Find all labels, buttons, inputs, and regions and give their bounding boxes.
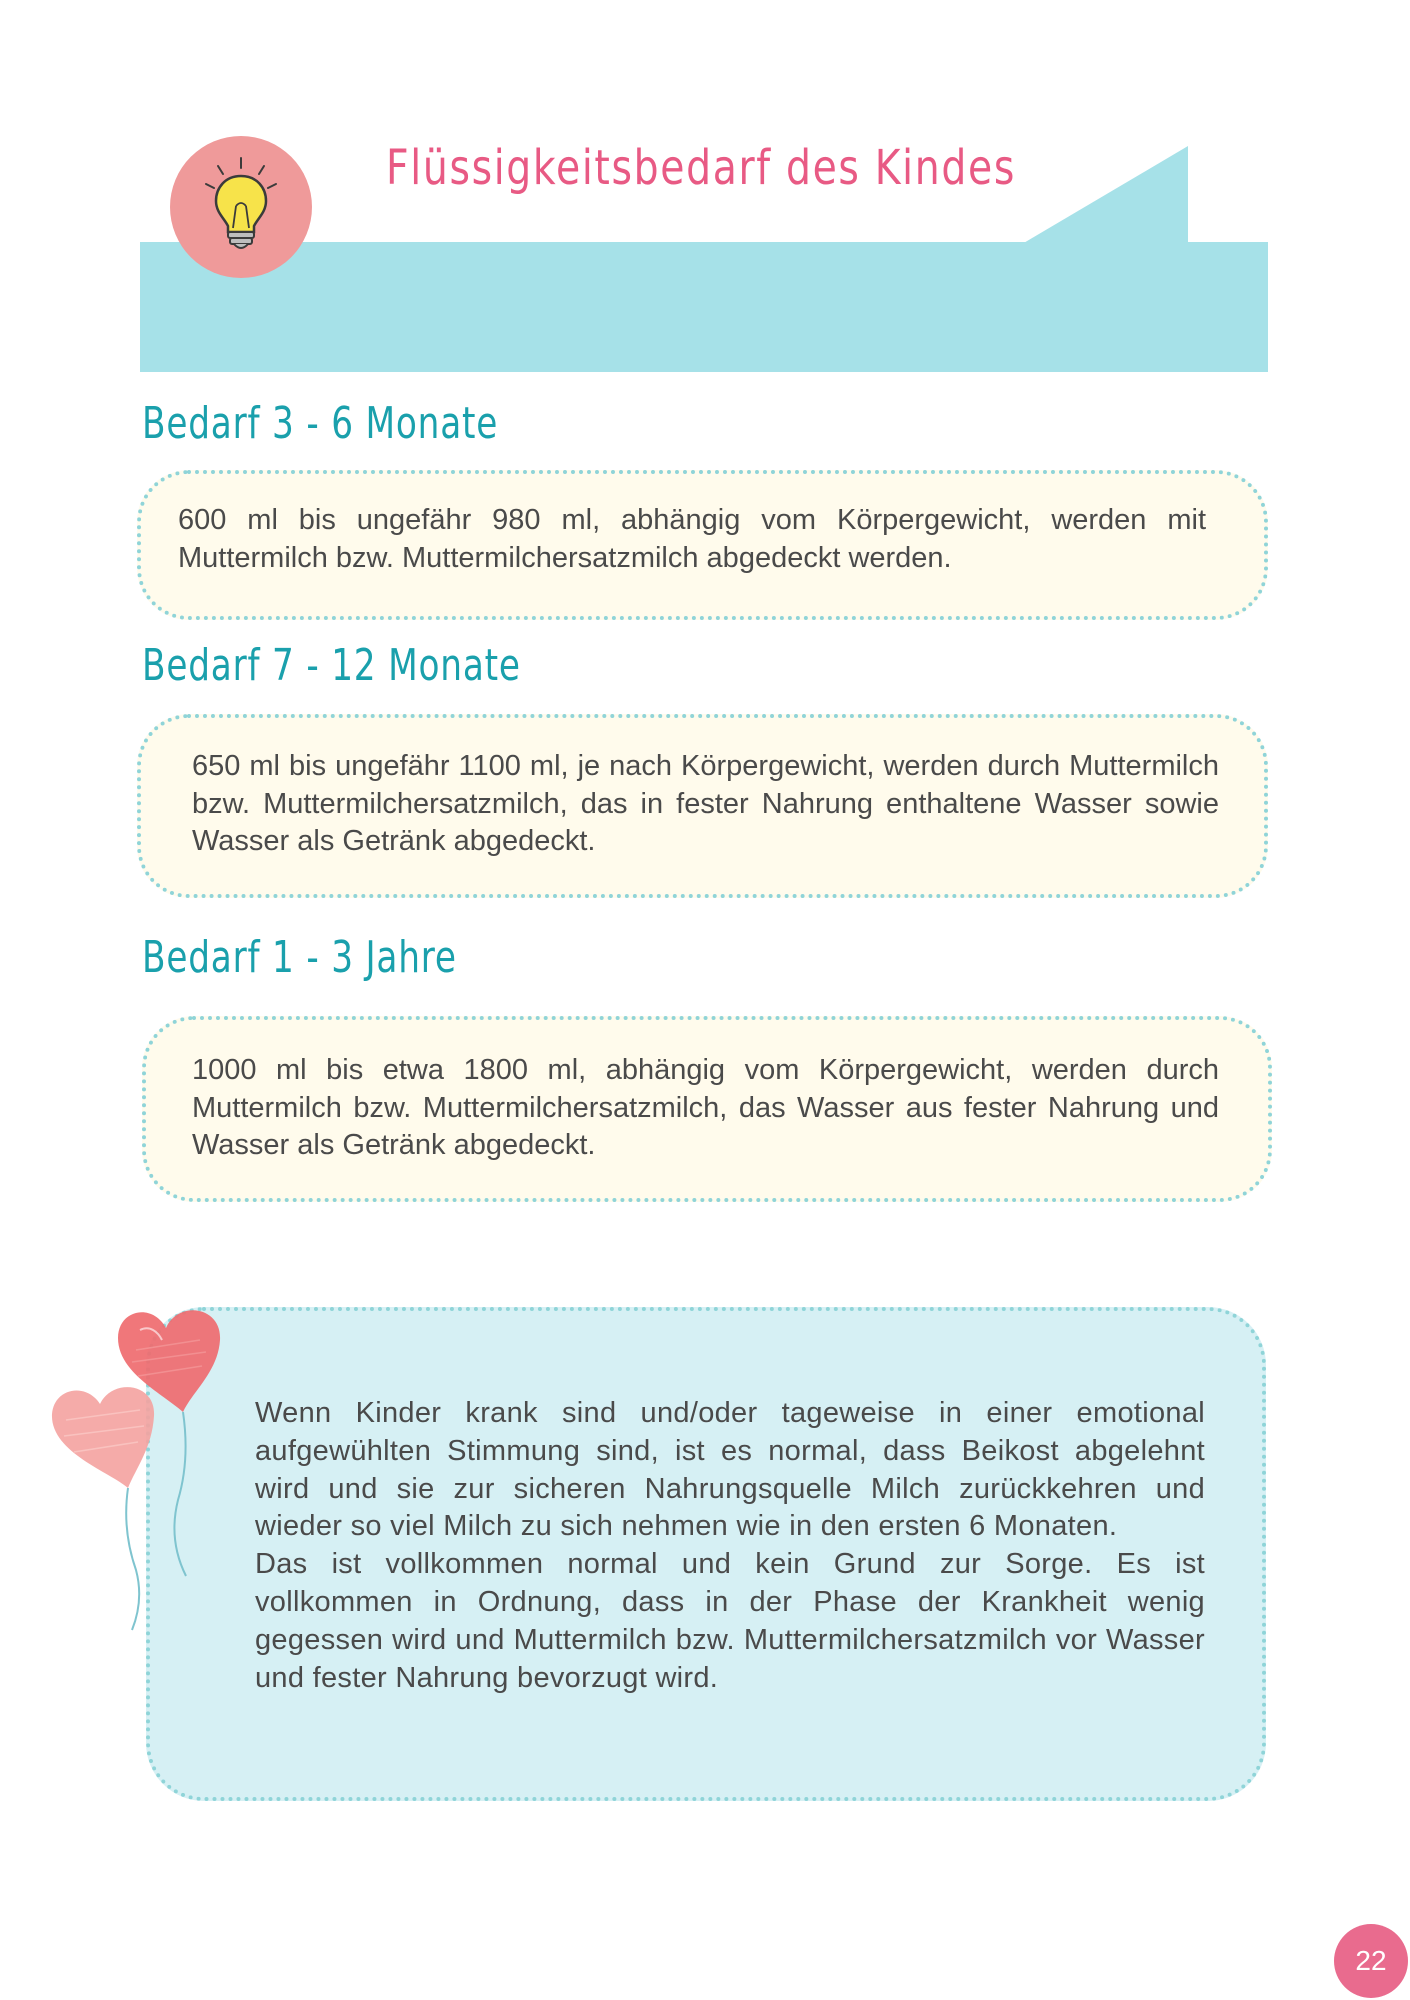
section-heading-7-12-monate: Bedarf 7 - 12 Monate: [142, 640, 521, 691]
note-paragraph-1: Wenn Kinder krank sind und/oder tageweise in einer emotional aufgewühlten Stimmung sind, ist es normal, dass Beikost abgelehnt wird und sie zur sicheren Nahrungsquelle Milch zurückkehren und wieder so viel Milch zu sich nehmen wie in den ersten 6 Monaten.: [255, 1397, 1205, 1543]
header-fold-decoration: [1022, 146, 1188, 244]
note-text: [255, 1395, 1205, 1697]
lightbulb-icon: [170, 136, 312, 278]
heart-balloons-icon: [40, 1280, 260, 1640]
note-paragraph-2: Das ist vollkommen normal und kein Grund zur Sorge. Es ist vollkommen in Ordnung, dass in der Phase der Krankheit wenig gegessen wird und Muttermilch bzw. Muttermilchersatzmilch vor Wasser und fester Nahrung bevorzugt wird.: [255, 1548, 1205, 1694]
page-title: Flüssigkeitsbedarf des Kindes: [386, 140, 1016, 196]
info-text-1-3-jahre: 1000 ml bis etwa 1800 ml, abhängig vom Körpergewicht, werden durch Muttermilch bzw. Muttermilchersatzmilch, das Wasser aus fester Nahrung und Wasser als Getränk abgedeckt.: [192, 1054, 1219, 1161]
info-text-7-12-monate: 650 ml bis ungefähr 1100 ml, je nach Körpergewicht, werden durch Muttermilch bzw. Muttermilchersatzmilch, das in fester Nahrung enthaltene Wasser sowie Wasser als Getränk abgedeckt.: [192, 750, 1219, 857]
section-heading-1-3-jahre: Bedarf 1 - 3 Jahre: [142, 932, 457, 983]
page-number: 22: [1334, 1924, 1408, 1998]
section-heading-3-6-monate: Bedarf 3 - 6 Monate: [142, 398, 499, 449]
info-text-3-6-monate: 600 ml bis ungefähr 980 ml, abhängig vom Körpergewicht, werden mit Muttermilch bzw. Muttermilchersatzmilch abgedeckt werden.: [178, 504, 1206, 574]
lightbulb-badge: [170, 136, 312, 278]
